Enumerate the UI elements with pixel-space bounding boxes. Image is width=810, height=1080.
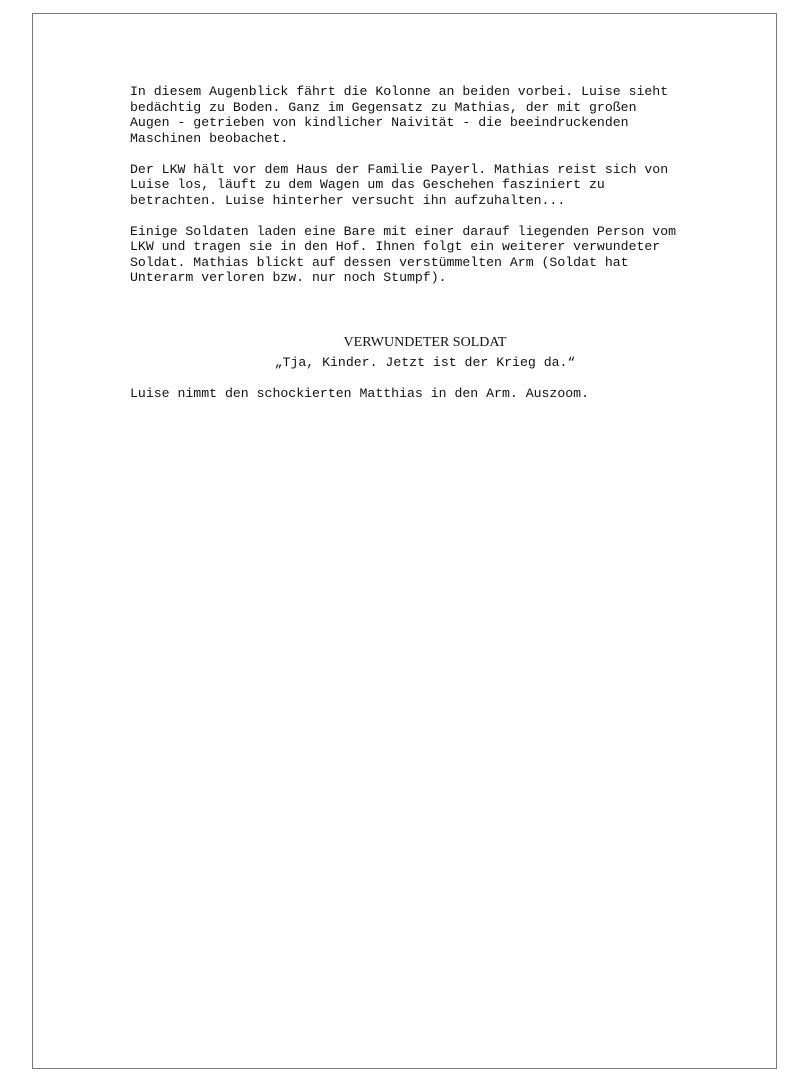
closing-action: Luise nimmt den schockierten Matthias in den Arm. Auszoom. <box>130 385 589 401</box>
action-paragraph-2: Der LKW hält vor dem Haus der Familie Payerl. Mathias reist sich von Luise los, läuft zu dem Wagen um das Geschehen fasziniert zu betrachten. Luise hinterher versucht ihn aufzuhalten... <box>130 161 669 208</box>
document-page <box>32 13 777 1069</box>
action-paragraph-1: In diesem Augenblick fährt die Kolonne an beiden vorbei. Luise sieht bedächtig zu Boden. Ganz im Gegensatz zu Mathias, der mit großen Augen - getrieben von kindlicher Naivität - die beeindruckenden Maschinen beobachet. <box>130 84 669 146</box>
script-body <box>130 84 720 401</box>
action-paragraph-3: Einige Soldaten laden eine Bare mit einer darauf liegenden Person vom LKW und tragen sie in den Hof. Ihnen folgt ein weiterer verwundeter Soldat. Mathias blickt auf dessen verstümmelten Arm (Soldat hat Unterarm verloren bzw. nur noch Stumpf). <box>130 223 677 285</box>
scene-spacer <box>130 286 720 334</box>
paragraph-spacer <box>130 208 720 224</box>
paragraph-spacer <box>130 370 720 386</box>
character-name: VERWUNDETER SOLDAT <box>343 334 507 350</box>
paragraph-spacer <box>130 146 720 162</box>
dialogue-line: „Tja, Kinder. Jetzt ist der Krieg da.“ <box>274 354 576 370</box>
